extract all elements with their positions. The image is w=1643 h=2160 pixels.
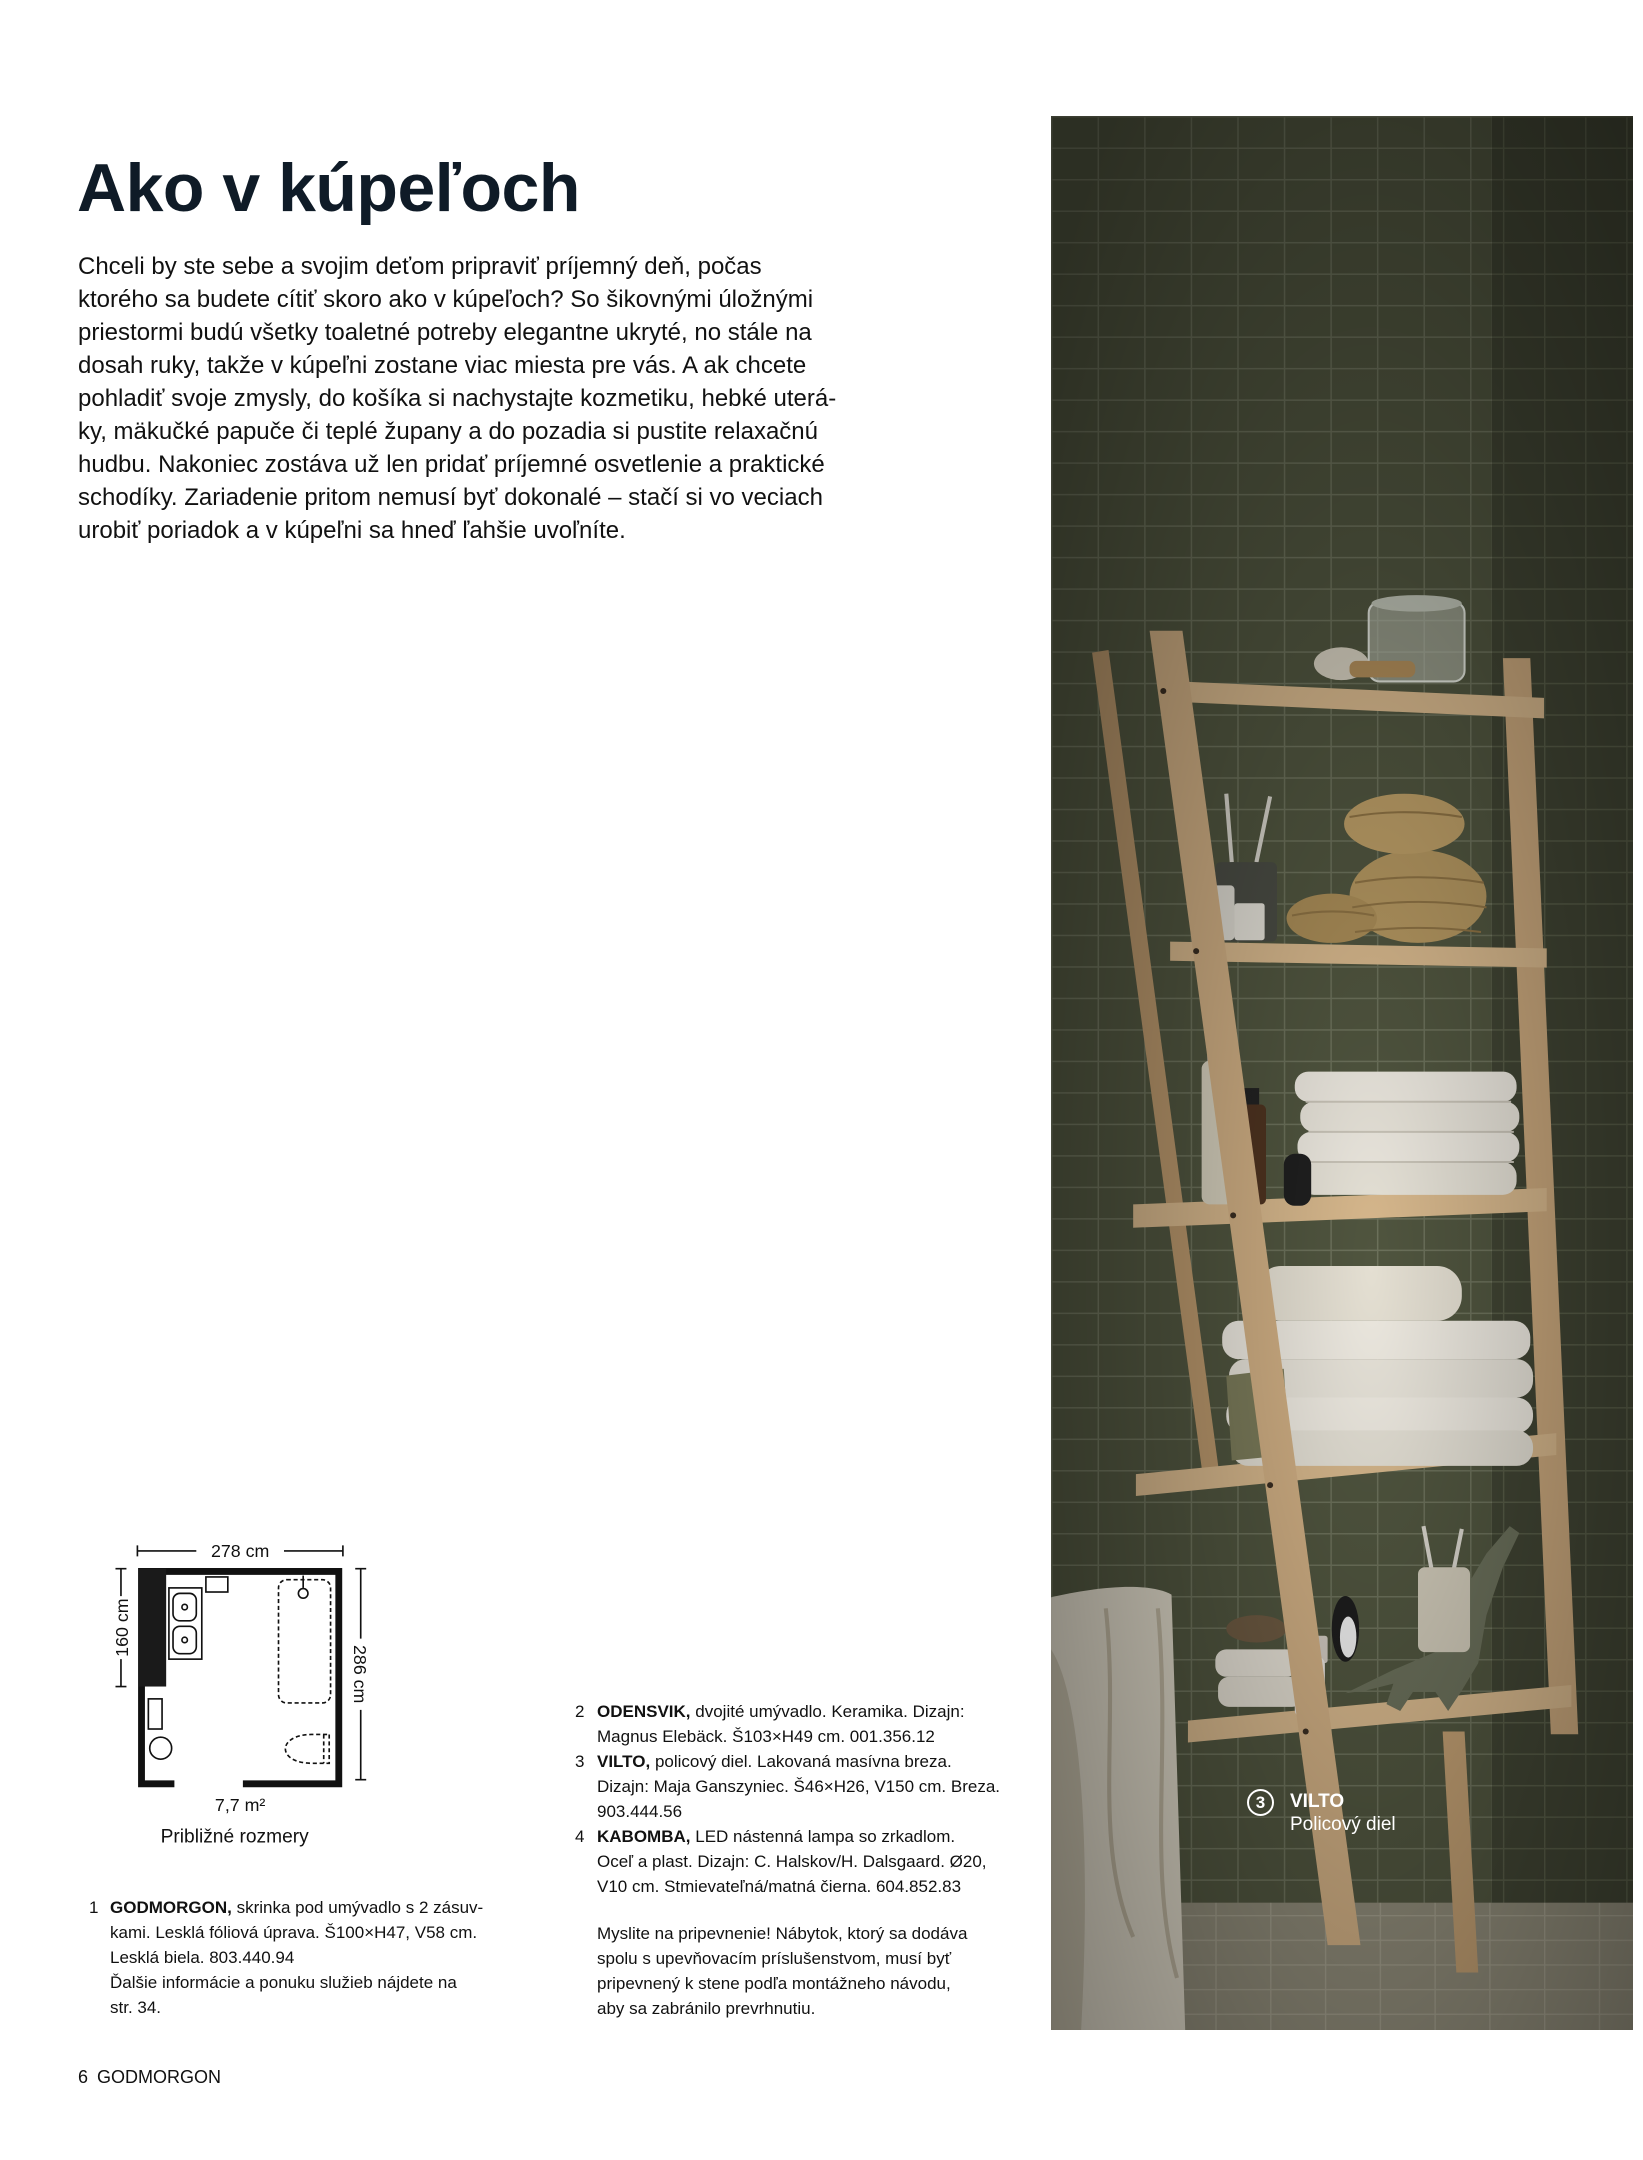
product-line (597, 1699, 1000, 1724)
product-kabomba (575, 1824, 1000, 1899)
toilet-bowl (285, 1734, 329, 1763)
bathtub (279, 1576, 331, 1703)
toilet (285, 1734, 329, 1763)
laundry-basket (150, 1737, 172, 1759)
intro-line: ky, mäkučké papuče či teplé župany a do pozadia si pustite relaxačnú (78, 418, 818, 445)
mounting-notice (597, 1921, 967, 2021)
floor-plan-caption: Približné rozmery (160, 1826, 309, 1848)
product-line: Oceľ a plast. Dizajn: C. Halskov/H. Dalsgaard. Ø20, (597, 1852, 987, 1871)
intro-paragraph (78, 250, 836, 547)
floor-plan (110, 1533, 384, 1862)
product-number: 4 (575, 1827, 585, 1846)
notice-line: spolu s upevňovacím príslušenstvom, musí byť (597, 1949, 952, 1968)
thick-wall (139, 1569, 166, 1687)
page-title: Ako v kúpeľoch (77, 150, 580, 226)
wall-fixture (206, 1577, 228, 1592)
product-name: GODMORGON, (110, 1898, 232, 1917)
product-line: str. 34. (110, 1998, 162, 2017)
callout-product-description: Policový diel (1290, 1814, 1396, 1835)
callout-number: 3 (1247, 1789, 1274, 1816)
product-line: Magnus Elebäck. Š103×H49 cm. 001.356.12 (597, 1727, 935, 1746)
product-line (110, 1895, 483, 1920)
product-list (575, 1699, 1000, 1899)
product-number: 1 (89, 1898, 99, 1917)
product-line-text: policový diel. Lakovaná masívna breza. (654, 1752, 952, 1771)
storage-unit (148, 1699, 162, 1729)
product-godmorgon (89, 1895, 483, 2020)
intro-line: hudbu. Nakoniec zostáva už len pridať príjemné osvetlenie a praktické (78, 451, 825, 478)
callout-product-name: VILTO (1290, 1791, 1345, 1812)
double-sink (169, 1588, 202, 1659)
intro-line: Chceli by ste sebe a svojim deťom pripraviť príjemný deň, počas (78, 253, 762, 280)
intro-line: pohladiť svoje zmysly, do košíka si nachystajte kozmetiku, hebké uterá- (78, 385, 837, 412)
bathroom-shelf-photo (1051, 116, 1633, 2030)
notice-line: aby sa zabránilo prevrhnutiu. (597, 1999, 816, 2018)
product-line-text: LED nástenná lampa so zrkadlom. (695, 1827, 956, 1846)
bathtub-drain (298, 1589, 308, 1599)
product-vilto (575, 1749, 1000, 1824)
product-odensvik (575, 1699, 1000, 1749)
product-description (110, 1895, 483, 2020)
notice-line: pripevnený k stene podľa montážneho návodu, (597, 1974, 951, 1993)
product-description (597, 1824, 1000, 1899)
intro-line: dosah ruky, takže v kúpeľni zostane viac miesta pre vás. A ak chcete (78, 352, 807, 379)
product-name: KABOMBA, (597, 1827, 691, 1846)
section-name: GODMORGON (97, 2067, 222, 2087)
left-length-label: 160 cm (111, 1598, 132, 1657)
page-number: 6 (78, 2067, 89, 2087)
area-label: 7,7 m² (214, 1795, 266, 1816)
lighting-overlay (1051, 116, 1633, 2030)
product-line-text: skrinka pod umývadlo s 2 zásuv- (236, 1898, 484, 1917)
product-number: 3 (575, 1752, 585, 1771)
product-line: kami. Lesklá fóliová úprava. Š100×H47, V58 cm. (110, 1923, 478, 1942)
product-description (597, 1749, 1000, 1824)
sink-drain (182, 1637, 187, 1642)
product-line-text: dvojité umývadlo. Keramika. Dizajn: (695, 1702, 965, 1721)
page-footer (78, 2065, 221, 2089)
sink-drain (182, 1604, 187, 1609)
product-line (597, 1749, 1000, 1774)
right-length-label: 286 cm (349, 1645, 370, 1704)
width-label: 278 cm (210, 1541, 270, 1562)
product-line: 903.444.56 (597, 1802, 683, 1821)
intro-line: schodíky. Zariadenie pritom nemusí byť dokonalé – stačí si vo veciach (78, 484, 823, 511)
product-line: V10 cm. Stmievateľná/matná čierna. 604.852.83 (597, 1877, 962, 1896)
product-line: Dizajn: Maja Ganszyniec. Š46×H26, V150 cm. Breza. (597, 1777, 1000, 1796)
product-name: ODENSVIK, (597, 1702, 691, 1721)
intro-line: priestormi budú všetky toaletné potreby elegantne ukryté, no stále na (78, 319, 812, 346)
product-number: 2 (575, 1702, 585, 1721)
product-name: VILTO, (597, 1752, 651, 1771)
intro-line: ktorého sa budete cítiť skoro ako v kúpeľoch? So šikovnými úložnými (78, 286, 814, 313)
product-line: Ďalšie informácie a ponuku služieb nájdete na (110, 1973, 457, 1992)
product-description (597, 1699, 1000, 1749)
intro-line: urobiť poriadok a v kúpeľni sa hneď ľahšie uvoľníte. (78, 517, 626, 544)
notice-line: Myslite na pripevnenie! Nábytok, ktorý sa dodáva (597, 1924, 968, 1943)
product-line (597, 1824, 1000, 1849)
product-line: Lesklá biela. 803.440.94 (110, 1948, 295, 1967)
